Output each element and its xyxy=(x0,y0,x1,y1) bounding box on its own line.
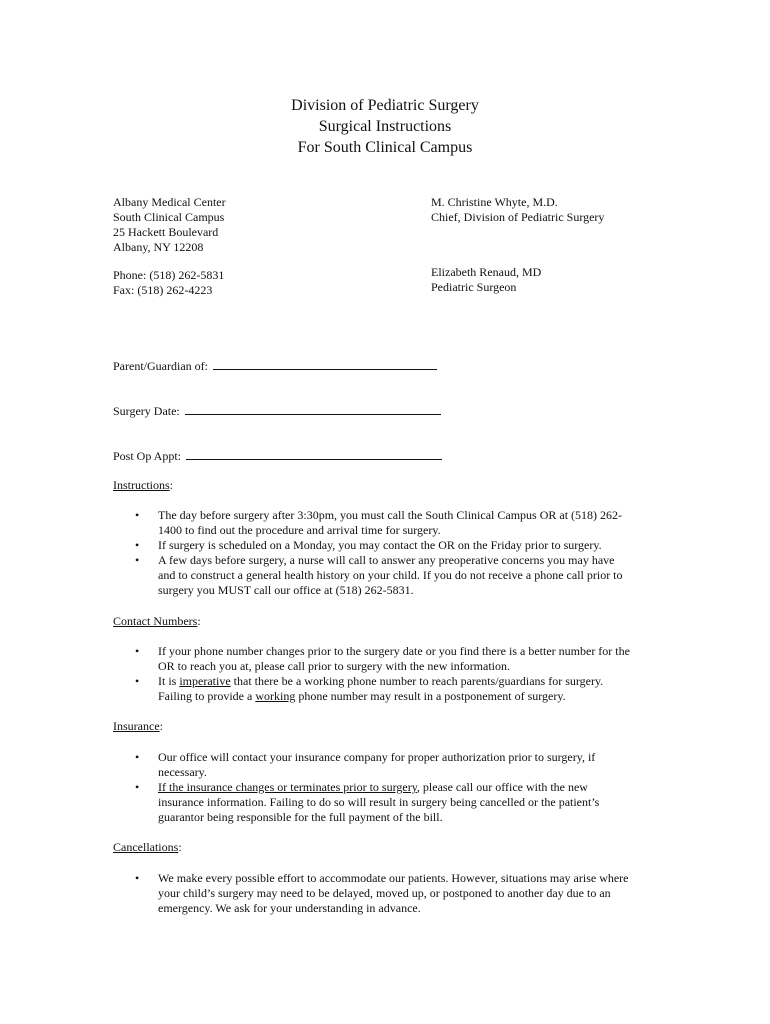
contact-heading-text: Contact Numbers xyxy=(113,614,198,628)
list-item xyxy=(113,780,663,825)
list-item xyxy=(113,674,663,704)
text-run: It is xyxy=(158,674,180,688)
surgeon-title: Pediatric Surgeon xyxy=(431,280,517,294)
emphasis-working: working xyxy=(255,689,296,703)
emphasis-insurance-changes: If the insurance changes or terminates prior to surgery xyxy=(158,780,417,794)
text-run: phone number may result in a postponement of surgery. xyxy=(295,689,566,703)
post-op-input-line[interactable] xyxy=(186,448,442,460)
list-item-line xyxy=(158,780,663,795)
list-item-line: 1400 to find out the procedure and arrival time for surgery. xyxy=(158,523,441,537)
instructions-heading xyxy=(113,478,173,493)
list-item xyxy=(113,553,663,598)
list-item-line: If surgery is scheduled on a Monday, you may contact the OR on the Friday prior to surgery. xyxy=(158,538,602,552)
fax-number: Fax: (518) 262-4223 xyxy=(113,283,213,297)
heading-colon: : xyxy=(197,614,201,628)
address-block xyxy=(113,195,393,255)
bullet-icon: • xyxy=(135,750,140,764)
surgeon-name: Elizabeth Renaud, MD xyxy=(431,265,542,279)
bullet-icon: • xyxy=(135,644,140,658)
post-op-label: Post Op Appt: xyxy=(113,449,182,463)
address-street: 25 Hackett Boulevard xyxy=(113,225,219,239)
cancellations-heading xyxy=(113,840,182,855)
list-item-line xyxy=(158,689,663,704)
list-item-line: necessary. xyxy=(158,765,207,779)
surgeon-title: Chief, Division of Pediatric Surgery xyxy=(431,210,605,224)
title-campus: For South Clinical Campus xyxy=(297,139,473,156)
surgeon-block-1 xyxy=(431,195,731,225)
insurance-heading xyxy=(113,719,163,734)
list-item-line: We make every possible effort to accommodate our patients. However, situations may arise where xyxy=(158,871,629,885)
surgery-date-field xyxy=(113,403,441,419)
surgery-date-label: Surgery Date: xyxy=(113,404,180,418)
list-item-line: Our office will contact your insurance company for proper authorization prior to surgery, if xyxy=(158,750,596,764)
cancellations-heading-text: Cancellations xyxy=(113,840,179,854)
contact-list xyxy=(113,644,663,704)
surgeon-name: M. Christine Whyte, M.D. xyxy=(431,195,558,209)
surgeon-block-2 xyxy=(431,265,731,295)
text-run: that there be a working phone number to reach parents/guardians for surgery. xyxy=(230,674,604,688)
guardian-label: Parent/Guardian of: xyxy=(113,359,208,373)
guardian-input-line[interactable] xyxy=(213,358,437,370)
list-item-line: The day before surgery after 3:30pm, you must call the South Clinical Campus OR at (518) 262- xyxy=(158,508,623,522)
bullet-icon: • xyxy=(135,553,140,567)
bullet-icon: • xyxy=(135,780,140,794)
list-item-line: and to construct a general health history on your child. If you do not receive a phone call prior to xyxy=(158,568,623,582)
heading-colon: : xyxy=(159,719,163,733)
heading-colon: : xyxy=(178,840,182,854)
emphasis-imperative: imperative xyxy=(179,674,231,688)
list-item-line: guarantor being responsible for the full payment of the bill. xyxy=(158,810,443,824)
address-campus: South Clinical Campus xyxy=(113,210,225,224)
insurance-heading-text: Insurance xyxy=(113,719,160,733)
document-title xyxy=(0,95,770,158)
bullet-icon: • xyxy=(135,538,140,552)
title-division: Division of Pediatric Surgery xyxy=(291,97,479,114)
list-item-line: If your phone number changes prior to the surgery date or you find there is a better number for the xyxy=(158,644,630,658)
list-item xyxy=(113,750,663,780)
list-item xyxy=(113,644,663,674)
title-instructions: Surgical Instructions xyxy=(318,118,452,135)
guardian-field xyxy=(113,358,437,374)
post-op-field xyxy=(113,448,442,464)
list-item-line: A few days before surgery, a nurse will call to answer any preoperative concerns you may have xyxy=(158,553,615,567)
text-run: , please call our office with the new xyxy=(416,780,588,794)
phone-fax-block xyxy=(113,268,393,298)
list-item-line: OR to reach you at, please call prior to surgery with the new information. xyxy=(158,659,511,673)
insurance-list xyxy=(113,750,663,825)
text-run: Failing to provide a xyxy=(158,689,256,703)
cancellations-list xyxy=(113,871,663,916)
list-item xyxy=(113,871,663,916)
list-item-line: emergency. We ask for your understanding in advance. xyxy=(158,901,421,915)
instructions-list xyxy=(113,508,663,598)
bullet-icon: • xyxy=(135,871,140,885)
list-item-line: surgery you MUST call our office at (518) 262-5831. xyxy=(158,583,414,597)
address-org: Albany Medical Center xyxy=(113,195,226,209)
surgery-date-input-line[interactable] xyxy=(185,403,441,415)
phone-number: Phone: (518) 262-5831 xyxy=(113,268,225,282)
address-city: Albany, NY 12208 xyxy=(113,240,204,254)
list-item-line xyxy=(158,674,663,689)
instructions-heading-text: Instructions xyxy=(113,478,170,492)
contact-heading xyxy=(113,614,201,629)
list-item xyxy=(113,538,663,553)
bullet-icon: • xyxy=(135,674,140,688)
list-item-line: insurance information. Failing to do so will result in surgery being cancelled or the patient’s xyxy=(158,795,600,809)
heading-colon: : xyxy=(169,478,174,492)
list-item xyxy=(113,508,663,538)
list-item-line: your child’s surgery may need to be delayed, moved up, or postponed to another day due to an xyxy=(158,886,611,900)
bullet-icon: • xyxy=(135,508,140,522)
